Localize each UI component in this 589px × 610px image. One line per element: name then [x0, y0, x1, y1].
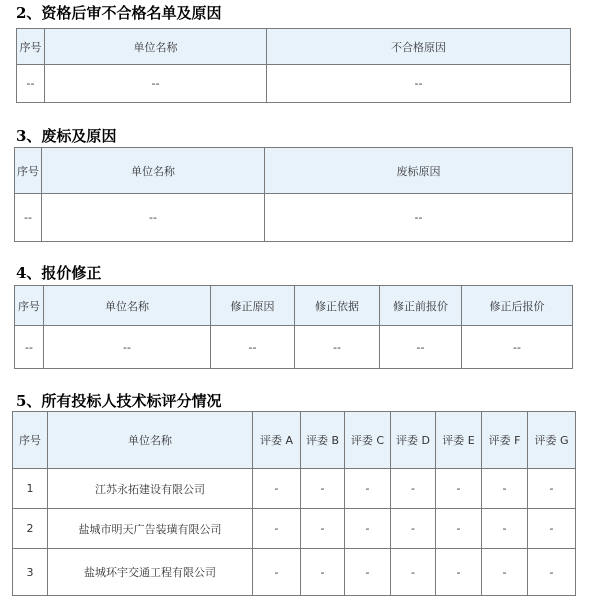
header-cell: 修正后报价	[462, 286, 573, 326]
table-cell: --	[380, 326, 462, 369]
table-row	[15, 194, 573, 242]
header-cell: 修正依据	[295, 286, 380, 326]
section-2-title: 2、资格后审不合格名单及原因	[16, 4, 222, 22]
header-cell: 废标原因	[265, 148, 573, 194]
header-cell: 序号	[15, 286, 44, 326]
table-row	[13, 509, 576, 549]
table-cell: -	[301, 509, 345, 549]
table-row	[17, 65, 571, 103]
section-2-table	[16, 28, 571, 103]
table-cell: --	[265, 194, 573, 242]
table-row	[13, 469, 576, 509]
section-5-title: 5、所有投标人技术标评分情况	[16, 392, 222, 410]
table-cell: --	[267, 65, 571, 103]
table-cell: -	[436, 469, 482, 509]
table-row	[15, 326, 573, 369]
table-cell: 江苏永拓建设有限公司	[48, 469, 253, 509]
table-header-row	[17, 29, 571, 65]
header-cell: 评委 B	[301, 412, 345, 469]
table-cell: -	[528, 549, 576, 596]
table-cell: 1	[13, 469, 48, 509]
header-cell: 单位名称	[45, 29, 267, 65]
header-cell: 序号	[13, 412, 48, 469]
header-cell: 评委 G	[528, 412, 576, 469]
table-cell: -	[482, 469, 528, 509]
header-cell: 评委 C	[345, 412, 391, 469]
table-cell: -	[482, 549, 528, 596]
table-cell: -	[345, 509, 391, 549]
table-cell: -	[482, 509, 528, 549]
table-cell: --	[295, 326, 380, 369]
header-cell: 评委 D	[391, 412, 436, 469]
table-cell: -	[391, 549, 436, 596]
table-cell: --	[17, 65, 45, 103]
table-cell: --	[42, 194, 265, 242]
table-cell: -	[253, 549, 301, 596]
table-cell: -	[391, 469, 436, 509]
table-cell: --	[211, 326, 295, 369]
header-cell: 不合格原因	[267, 29, 571, 65]
table-cell: 盐城环宇交通工程有限公司	[48, 549, 253, 596]
header-cell: 序号	[17, 29, 45, 65]
table-cell: --	[15, 194, 42, 242]
section-3-title: 3、废标及原因	[16, 127, 117, 145]
table-row	[13, 549, 576, 596]
table-cell: 2	[13, 509, 48, 549]
table-cell: -	[345, 549, 391, 596]
section-3-table	[14, 147, 573, 242]
header-cell: 评委 E	[436, 412, 482, 469]
section-5-table	[12, 411, 576, 596]
header-cell: 评委 F	[482, 412, 528, 469]
table-cell: --	[15, 326, 44, 369]
table-cell: -	[345, 469, 391, 509]
table-cell: -	[253, 469, 301, 509]
header-cell: 单位名称	[42, 148, 265, 194]
header-cell: 单位名称	[44, 286, 211, 326]
header-cell: 序号	[15, 148, 42, 194]
table-header-row	[15, 286, 573, 326]
header-cell: 单位名称	[48, 412, 253, 469]
header-cell: 修正前报价	[380, 286, 462, 326]
table-header-row	[15, 148, 573, 194]
header-cell: 评委 A	[253, 412, 301, 469]
section-4-table	[14, 285, 573, 369]
table-cell: -	[301, 469, 345, 509]
table-cell: --	[44, 326, 211, 369]
table-cell: -	[436, 509, 482, 549]
table-cell: -	[436, 549, 482, 596]
table-cell: -	[528, 469, 576, 509]
table-cell: --	[462, 326, 573, 369]
table-cell: -	[528, 509, 576, 549]
table-cell: -	[391, 509, 436, 549]
table-cell: 盐城市明天广告装璜有限公司	[48, 509, 253, 549]
section-4-title: 4、报价修正	[16, 264, 102, 282]
table-cell: -	[253, 509, 301, 549]
table-cell: 3	[13, 549, 48, 596]
header-cell: 修正原因	[211, 286, 295, 326]
table-cell: -	[301, 549, 345, 596]
table-cell: --	[45, 65, 267, 103]
table-header-row	[13, 412, 576, 469]
